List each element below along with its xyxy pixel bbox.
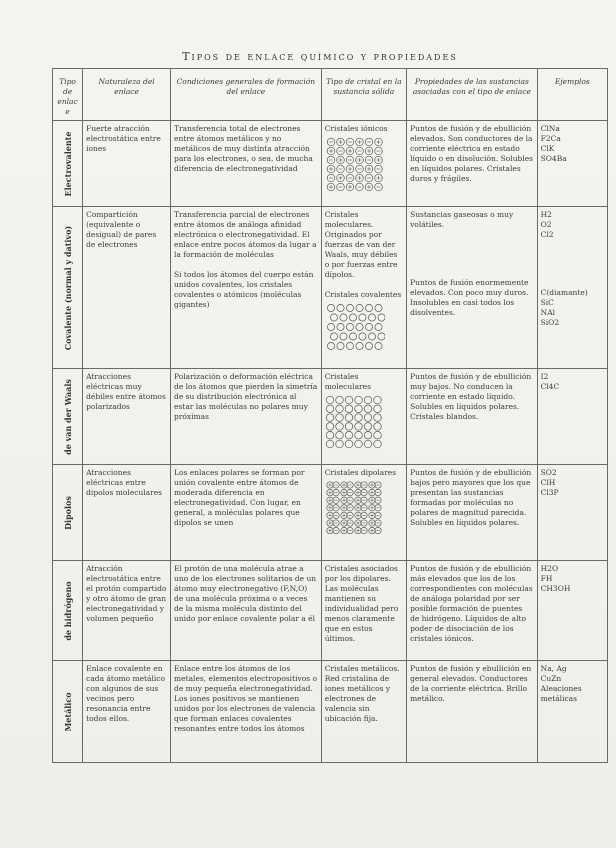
- lattice-particle: [368, 314, 375, 321]
- lattice-particle: [364, 414, 372, 422]
- lattice-particle: [337, 304, 344, 311]
- header-properties: Propiedades de las sustancias asociadas con el tipo de enlace: [407, 69, 538, 121]
- lattice-particle: [354, 440, 362, 448]
- conditions-cell: Polarización o deformación eléctrica de los átomos que pierden la simetría de su distribución electrónica al estar las moléculas no polares muy próximas: [171, 369, 322, 465]
- crystal-label: Cristales iónicos: [324, 124, 388, 133]
- example-item: ClK: [540, 144, 555, 153]
- lattice-particle: [373, 423, 381, 431]
- lattice-particle: [327, 304, 334, 311]
- table-row: [53, 465, 608, 561]
- lattice-particle: [375, 342, 382, 349]
- lattice-particle: [337, 342, 344, 349]
- lattice-particle: [354, 405, 362, 413]
- conditions-cell: [171, 207, 322, 369]
- example-item: CH3OH: [540, 584, 571, 593]
- conditions-cell: Transferencia total de electrones entre átomos metálicos y no metálicos de muy distinta atracción para los electrones, o sea, de mucha diferencia de electronegatividad: [171, 121, 322, 207]
- nature-cell: Atracciones eléctricas entre dipolos moleculares: [83, 465, 171, 561]
- lattice-particle: [354, 431, 362, 439]
- header-examples: Ejemplos: [537, 69, 607, 121]
- example-item: H2: [540, 210, 552, 219]
- lattice-particle: [368, 333, 375, 340]
- lattice-particle: [373, 396, 381, 404]
- document-title: Tipos de enlace químico y propiedades: [182, 50, 458, 63]
- crystal-extra: Cristales covalentes: [324, 290, 402, 299]
- table-header-row: [53, 69, 608, 121]
- crystal-label: Cristales moleculares: [324, 372, 371, 391]
- lattice-particle: [375, 304, 382, 311]
- header-nature: Naturaleza del enlace: [83, 69, 171, 121]
- lattice-particle: [365, 304, 372, 311]
- table-row: [53, 561, 608, 661]
- lattice-particle: [330, 314, 337, 321]
- example-item: Na, Ag: [540, 664, 567, 673]
- type-label: Electrovalente: [62, 131, 73, 196]
- example-item: F2Ca: [540, 134, 561, 143]
- type-cell: [53, 561, 83, 661]
- conditions-cell: Enlace entre los átomos de los metales, elementos electropositivos o de muy pequeña electronegatividad. Los iones positivos se mantienen unidos por los electrones de valencia que forman enlaces covalentes resonantes entre todos los átomos: [171, 661, 322, 763]
- crystal-cell: [321, 207, 406, 369]
- lattice-particle: [327, 342, 334, 349]
- example-item: O2: [540, 220, 552, 229]
- nature-cell: Fuerte atracción electrostática entre iones: [83, 121, 171, 207]
- properties-cell: Puntos de fusión y de ebullición muy bajos. No conducen la corriente en estado líquido. Solubles en líquidos polares. Cristales blandos.: [407, 369, 538, 465]
- properties-text: Sustancias gaseosas o muy volátiles.: [410, 210, 514, 229]
- lattice-particle: [335, 431, 343, 439]
- bond-types-table: [52, 68, 608, 763]
- molecular-lattice-figure: [325, 395, 385, 449]
- examples-cell: [537, 465, 607, 561]
- table-row: [53, 369, 608, 465]
- header-type: Tipo de enlace: [53, 69, 83, 121]
- lattice-particle: [335, 396, 343, 404]
- lattice-particle: [378, 314, 385, 321]
- lattice-particle: [373, 440, 381, 448]
- crystal-cell: [321, 121, 406, 207]
- examples-cell: [537, 121, 607, 207]
- lattice-particle: [330, 333, 337, 340]
- lattice-particle: [365, 323, 372, 330]
- lattice-particle: [345, 405, 353, 413]
- properties-cell: Puntos de fusión y de ebullición elevados. Son conductores de la corriente eléctrica en estado líquido o en disolución. Solubles en líquidos polares. Cristales duros y frágiles.: [407, 121, 538, 207]
- lattice-particle: [326, 396, 334, 404]
- dipole-lattice-figure: [325, 481, 385, 537]
- type-cell: [53, 121, 83, 207]
- lattice-particle: [356, 342, 363, 349]
- example-item: NAl: [540, 308, 556, 317]
- covalent-lattice-figure: [325, 303, 385, 353]
- lattice-particle: [375, 323, 382, 330]
- lattice-particle: [335, 423, 343, 431]
- examples-cell: [537, 207, 607, 369]
- nature-cell: Compartición (equivalente o desigual) de pares de electrones: [83, 207, 171, 369]
- lattice-particle: [349, 314, 356, 321]
- example-item: FH: [540, 574, 553, 583]
- lattice-particle: [327, 323, 334, 330]
- lattice-particle: [378, 333, 385, 340]
- lattice-particle: [340, 314, 347, 321]
- type-cell: [53, 661, 83, 763]
- example-item: SiO2: [540, 318, 560, 327]
- example-item: C(diamante): [540, 288, 588, 297]
- header-crystal: Tipo de cristal en la sustancia sólida: [321, 69, 406, 121]
- lattice-particle: [335, 405, 343, 413]
- crystal-cell: [321, 465, 406, 561]
- example-item: SO4Ba: [540, 154, 567, 163]
- properties-cell: Puntos de fusión y de ebullición más elevados que los de los correspondientes con moléculas de análoga polaridad por ser posible formación de puentes de hidrógeno. Líquidos de alto poder de disociación de los cristales iónicos.: [407, 561, 538, 661]
- nature-cell: Atracciones eléctricas muy débiles entre átomos polarizados: [83, 369, 171, 465]
- lattice-particle: [345, 396, 353, 404]
- properties-cell: Puntos de fusión y ebullición en general elevados. Conductores de la corriente eléctrica. Brillo metálico.: [407, 661, 538, 763]
- lattice-particle: [326, 414, 334, 422]
- lattice-particle: [326, 423, 334, 431]
- lattice-particle: [349, 333, 356, 340]
- lattice-particle: [354, 423, 362, 431]
- lattice-particle: [345, 440, 353, 448]
- lattice-particle: [373, 405, 381, 413]
- lattice-particle: [364, 405, 372, 413]
- examples-cell: [537, 369, 607, 465]
- example-item: SO2: [540, 468, 557, 477]
- properties-extra: Puntos de fusión enormemente elevados. Con poco muy duros. Insolubles en casi todos los disolventes.: [410, 278, 529, 317]
- example-item: H2O: [540, 564, 559, 573]
- example-item: Cl3P: [540, 488, 559, 497]
- lattice-particle: [365, 342, 372, 349]
- conditions-text: Transferencia parcial de electrones entre átomos de análoga afinidad electrónica o electronegatividad. El enlace entre pocos átomos da lugar a la formación de moléculas: [174, 210, 317, 259]
- lattice-particle: [364, 423, 372, 431]
- lattice-particle: [326, 431, 334, 439]
- lattice-particle: [373, 414, 381, 422]
- header-conditions: Condiciones generales de formación del enlace: [171, 69, 322, 121]
- lattice-particle: [346, 342, 353, 349]
- example-item: SiC: [540, 298, 554, 307]
- type-label: Metálico: [62, 691, 73, 732]
- example-item: Aleaciones metálicas: [540, 684, 582, 703]
- type-cell: [53, 369, 83, 465]
- crystal-cell: Cristales asociados por los dipolares. Las moléculas mantienen su individualidad pero menos claramente que en estos últimos.: [321, 561, 406, 661]
- conditions-extra: Si todos los átomos del cuerpo están unidos covalentes, los cristales covalentes o atómicos (moléculas gigantes): [174, 270, 314, 309]
- lattice-particle: [364, 440, 372, 448]
- type-cell: [53, 207, 83, 369]
- lattice-particle: [373, 431, 381, 439]
- crystal-label: Cristales moleculares. Originados por fuerzas de van der Waals, muy débiles o por fuerzas entre dípolos.: [324, 210, 398, 279]
- ion-lattice-figure: [325, 137, 385, 193]
- type-label: Covalente (normal y dativo): [62, 225, 73, 350]
- lattice-particle: [326, 405, 334, 413]
- conditions-cell: El protón de una molécula atrae a uno de los electrones solitarios de un átomo muy electronegativo (F,N,O) de una molécula próxima o a veces de la misma molécula distinto del unido por enlace covalente polar a él: [171, 561, 322, 661]
- lattice-particle: [354, 396, 362, 404]
- lattice-particle: [345, 423, 353, 431]
- example-item: Cl2: [540, 230, 554, 239]
- lattice-particle: [345, 414, 353, 422]
- lattice-particle: [326, 440, 334, 448]
- crystal-cell: [321, 369, 406, 465]
- lattice-particle: [346, 323, 353, 330]
- example-item: CuZn: [540, 674, 562, 683]
- lattice-particle: [356, 304, 363, 311]
- conditions-cell: Los enlaces polares se forman por unión covalente entre átomos de moderada diferencia en electronegatividad. Con lugar, en general, a moléculas polares que dipolos se unen: [171, 465, 322, 561]
- type-cell: [53, 465, 83, 561]
- example-item: I2: [540, 372, 549, 381]
- example-item: ClH: [540, 478, 556, 487]
- nature-cell: Enlace covalente en cada átomo metálico con algunos de sus vecinos pero resonancia entre todos ellos.: [83, 661, 171, 763]
- lattice-particle: [364, 431, 372, 439]
- properties-cell: Puntos de fusión y de ebullición bajos pero mayores que los que presentan las sustancias formadas por moléculas no polares de magnitud parecida. Solubles en líquidos polares.: [407, 465, 538, 561]
- lattice-particle: [335, 414, 343, 422]
- lattice-particle: [354, 414, 362, 422]
- example-item: Cl4C: [540, 382, 560, 391]
- example-item: ClNa: [540, 124, 560, 133]
- nature-cell: Atracción electrostática entre el protón compartido y otro átomo de gran electronegatividad y volumen pequeño: [83, 561, 171, 661]
- crystal-label: Cristales dipolares: [324, 468, 397, 477]
- examples-cell: [537, 561, 607, 661]
- lattice-particle: [364, 396, 372, 404]
- lattice-particle: [340, 333, 347, 340]
- type-label: de van der Waals: [62, 378, 73, 455]
- lattice-particle: [345, 431, 353, 439]
- table-row: [53, 661, 608, 763]
- table-row: [53, 207, 608, 369]
- lattice-particle: [356, 323, 363, 330]
- lattice-particle: [359, 314, 366, 321]
- examples-cell: [537, 661, 607, 763]
- lattice-particle: [335, 440, 343, 448]
- lattice-particle: [346, 304, 353, 311]
- lattice-particle: [359, 333, 366, 340]
- properties-cell: [407, 207, 538, 369]
- lattice-particle: [337, 323, 344, 330]
- type-label: de hidrógeno: [62, 580, 73, 641]
- type-label: Dipolos: [62, 495, 73, 530]
- crystal-cell: Cristales metálicos. Red cristalina de iones metálicos y electrones de valencia sin ubicación fija.: [321, 661, 406, 763]
- table-row: [53, 121, 608, 207]
